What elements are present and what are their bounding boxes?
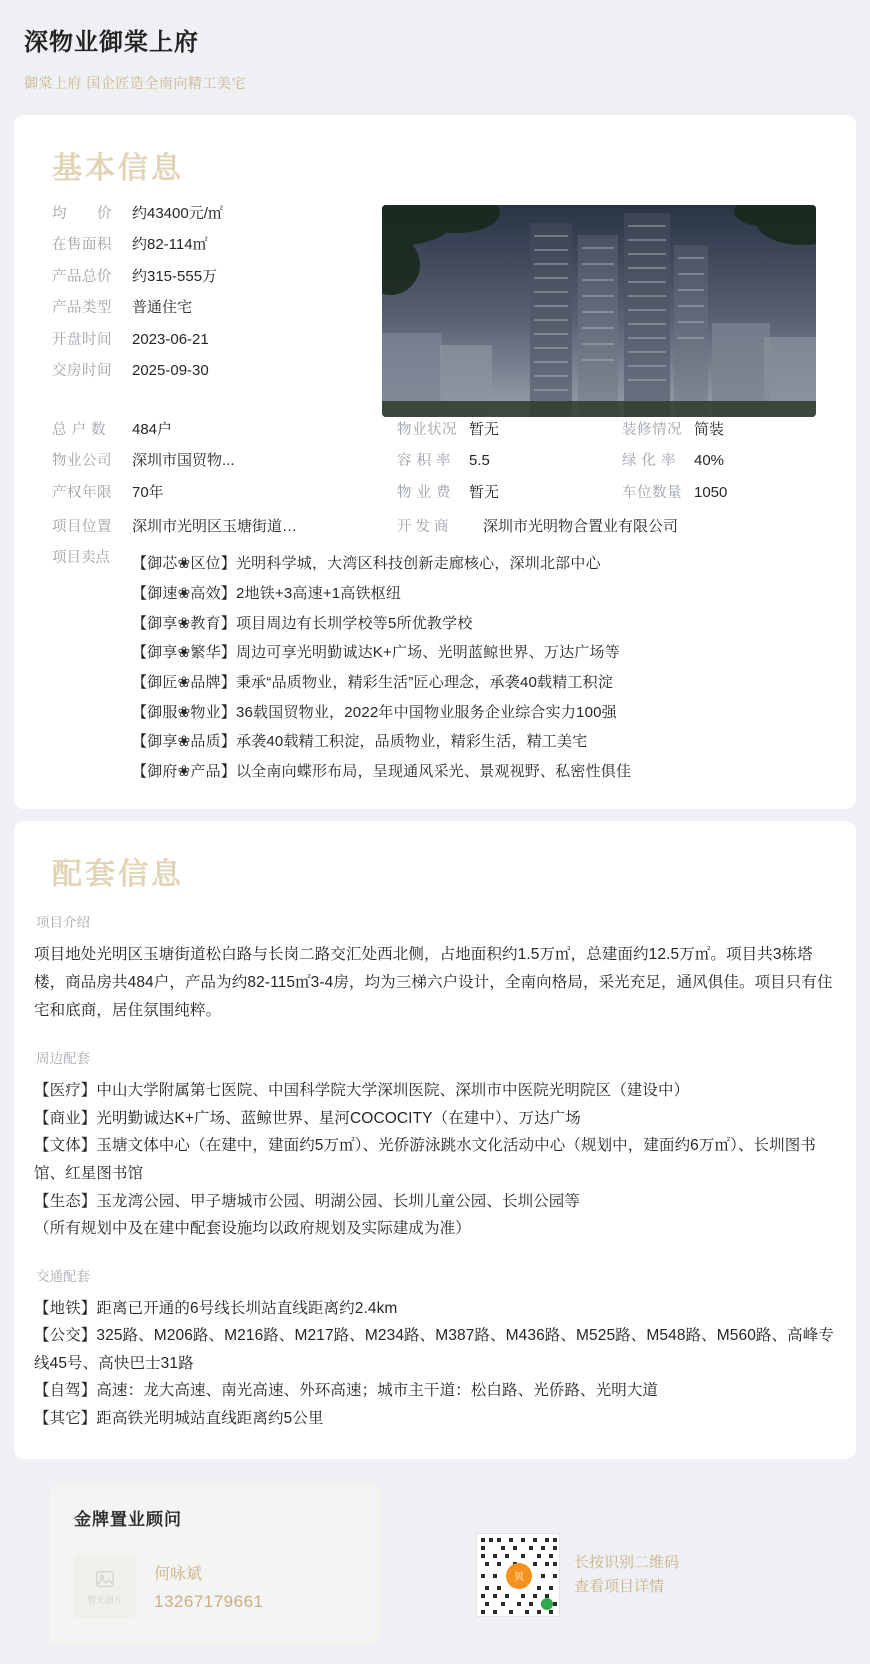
spec-row-delivery-date [52, 362, 374, 380]
facilities-card [14, 821, 856, 1459]
spec-value: 深圳市国贸物... [132, 452, 235, 470]
spec-label: 在售面积 [52, 237, 112, 254]
spec-value: 暂无 [469, 421, 500, 438]
spec-row-decoration [622, 421, 836, 439]
list-item: 【御享❀教育】项目周边有长圳学校等5所优教学校 [132, 614, 473, 632]
list-item: 【御享❀繁华】周边可享光明勤诚达K+广场、光明蓝鲸世界、万达广场等 [132, 644, 620, 662]
list-item: 【公交】325路、M206路、M216路、M217路、M234路、M387路、M436路、M525路、M548路、M560路、高峰专线45号、高快巴士31路 [34, 1327, 834, 1372]
selling-points-label: 项目卖点 [52, 550, 110, 567]
spec-row-type [52, 299, 374, 317]
spec-label: 物 业 费 [397, 484, 452, 501]
page-header [0, 0, 870, 103]
spec-value: 70年 [132, 483, 164, 501]
spec-label: 容 积 率 [397, 453, 452, 470]
spec-row-green-rate [622, 452, 836, 470]
spec-value: 约43400元/㎡ [132, 205, 223, 222]
around-list [34, 1077, 836, 1242]
basic-info-title: 基本信息 [52, 152, 184, 185]
spec-row-plot-ratio [397, 452, 622, 470]
list-item: 【地铁】距离已开通的6号线长圳站直线距离约2.4km [34, 1299, 398, 1317]
spec-value: 普通住宅 [132, 299, 193, 317]
selling-points-block [34, 549, 836, 787]
spec-grid-secondary [34, 421, 836, 515]
consultant-section [14, 1485, 856, 1644]
list-item: 【御芯❀区位】光明科学城，大湾区科技创新走廊核心，深圳北部中心 [132, 555, 601, 573]
spec-row-price [52, 205, 374, 223]
list-item: 【生态】玉龙湾公园、甲子塘城市公园、明湖公园、长圳儿童公园、长圳公园等 [34, 1192, 581, 1210]
consultant-title: 金牌置业顾问 [74, 1509, 182, 1529]
spec-label: 产品类型 [52, 300, 112, 317]
spec-row-property-status [397, 421, 622, 439]
around-heading: 周边配套 [36, 1051, 90, 1067]
facilities-title: 配套信息 [52, 857, 184, 891]
consultant-name: 何咏斌 [154, 1566, 203, 1584]
spec-label: 产权年限 [52, 484, 112, 501]
spec-label: 总 户 数 [52, 422, 107, 438]
list-item: 【御享❀品质】承袭40载精工积淀，品质物业，精彩生活，精工美宅 [132, 733, 588, 751]
spec-value: 简装 [694, 421, 725, 438]
spec-row-total-households [52, 421, 397, 439]
consultant-contact [154, 1561, 264, 1612]
intro-paragraph: 项目地处光明区玉塘街道松白路与长岗二路交汇处西北侧，占地面积约1.5万㎡，总建面约12.5万㎡。项目共3栋塔楼，商品房共484户，产品为约82-115㎡3-4房，均为三梯六户设计，全南向格局，采光充足，通风俱佳。项目只有住宅和底商，居住氛围纯粹。 [34, 945, 833, 1020]
spec-value: 深圳市光明物合置业有限公司 [483, 518, 679, 536]
selling-points-list [132, 549, 836, 787]
spec-label: 交房时间 [52, 362, 112, 379]
list-item: 【御府❀产品】以全南向蝶形布局，呈现通风采光、景观视野、私密性俱佳 [132, 762, 632, 780]
spec-value: 暂无 [469, 483, 500, 501]
list-item: 【商业】光明勤诚达K+广场、蓝鲸世界、星河COCOCITY（在建中）、万达广场 [34, 1109, 581, 1127]
spec-row-location-developer [34, 515, 836, 536]
spec-list-primary [34, 205, 374, 393]
list-item: 【御匠❀品牌】秉承“品质物业，精彩生活”匠心理念，承袭40载精工积淀 [132, 673, 614, 691]
qr-code[interactable] [476, 1533, 560, 1617]
spec-value: 40% [694, 452, 725, 470]
spec-row-open-date [52, 331, 374, 349]
spec-label: 均 价 [52, 206, 112, 222]
qr-hint-line1: 长按识别二维码 [574, 1553, 680, 1571]
basic-info-top-row [34, 205, 836, 417]
list-item: 【御服❀物业】36载国贸物业，2022年中国物业服务企业综合实力100强 [132, 703, 617, 721]
spec-label: 项目位置 [52, 519, 112, 536]
avatar-placeholder-text: 暂无图片 [86, 1594, 123, 1605]
spec-value: 5.5 [469, 452, 490, 470]
list-item: 【文体】玉塘文体中心（在建中，建面约5万㎡）、光侨游泳跳水文化活动中心（规划中，建面约6万㎡）、长圳图书馆、红星图书馆 [34, 1137, 816, 1183]
spec-label: 物业公司 [52, 453, 112, 470]
spec-label: 产品总价 [52, 268, 112, 285]
project-hero-image [382, 205, 816, 417]
developer-cell [397, 515, 678, 536]
spec-value: 484户 [132, 421, 173, 438]
qr-hint-line2: 查看项目详情 [574, 1577, 665, 1595]
spec-value: 1050 [694, 483, 728, 501]
spec-row-property-fee [397, 484, 622, 502]
spec-row-property-company [52, 452, 397, 470]
basic-info-card [14, 115, 856, 809]
consultant-card [50, 1485, 380, 1644]
consultant-body [74, 1556, 360, 1618]
list-item: 【医疗】中山大学附属第七医院、中国科学院大学深圳医院、深圳市中医院光明院区（建设中） [34, 1082, 690, 1100]
list-item: （所有规划中及在建中配套设施均以政府规划及实际建成为准） [34, 1220, 471, 1238]
spec-value: 约82-114㎡ [132, 236, 208, 254]
spec-row-total-price [52, 268, 374, 286]
spec-row-parking [622, 484, 836, 502]
page-title: 深物业御棠上府 [24, 29, 199, 56]
traffic-heading: 交通配套 [36, 1268, 90, 1284]
list-item: 【自驾】高速：龙大高速、南光高速、外环高速；城市主干道：松白路、光侨路、光明大道 [34, 1382, 659, 1400]
spec-value: 约315-555万 [132, 267, 218, 285]
list-item: 【御速❀高效】2地铁+3高速+1高铁枢纽 [132, 584, 402, 602]
avatar [74, 1556, 136, 1618]
list-item: 【其它】距高铁光明城站直线距离约5公里 [34, 1410, 324, 1428]
spec-row-area [52, 236, 374, 254]
qr-section [476, 1533, 679, 1617]
spec-value: 2025-09-30 [132, 361, 209, 379]
consultant-phone[interactable]: 13267179661 [154, 1592, 264, 1612]
spec-label: 开 发 商 [397, 519, 449, 536]
spec-label: 装修情况 [622, 422, 682, 438]
page-subtitle: 御棠上府 国企匠造全南向精工美宅 [24, 75, 246, 91]
spec-label: 绿 化 率 [622, 453, 677, 470]
spec-value: 深圳市光明区玉塘街道… [132, 518, 298, 536]
traffic-list [34, 1295, 836, 1433]
spec-label: 开盘时间 [52, 331, 112, 348]
intro-heading: 项目介绍 [36, 914, 90, 930]
spec-value: 2023-06-21 [132, 330, 209, 348]
spec-label: 车位数量 [622, 484, 682, 501]
spec-label: 物业状况 [397, 422, 457, 438]
spec-row-property-right [52, 484, 397, 502]
location-cell [52, 515, 397, 536]
svg-text:贝: 贝 [514, 1571, 524, 1583]
qr-hint [574, 1551, 679, 1599]
image-placeholder-icon [94, 1568, 116, 1590]
